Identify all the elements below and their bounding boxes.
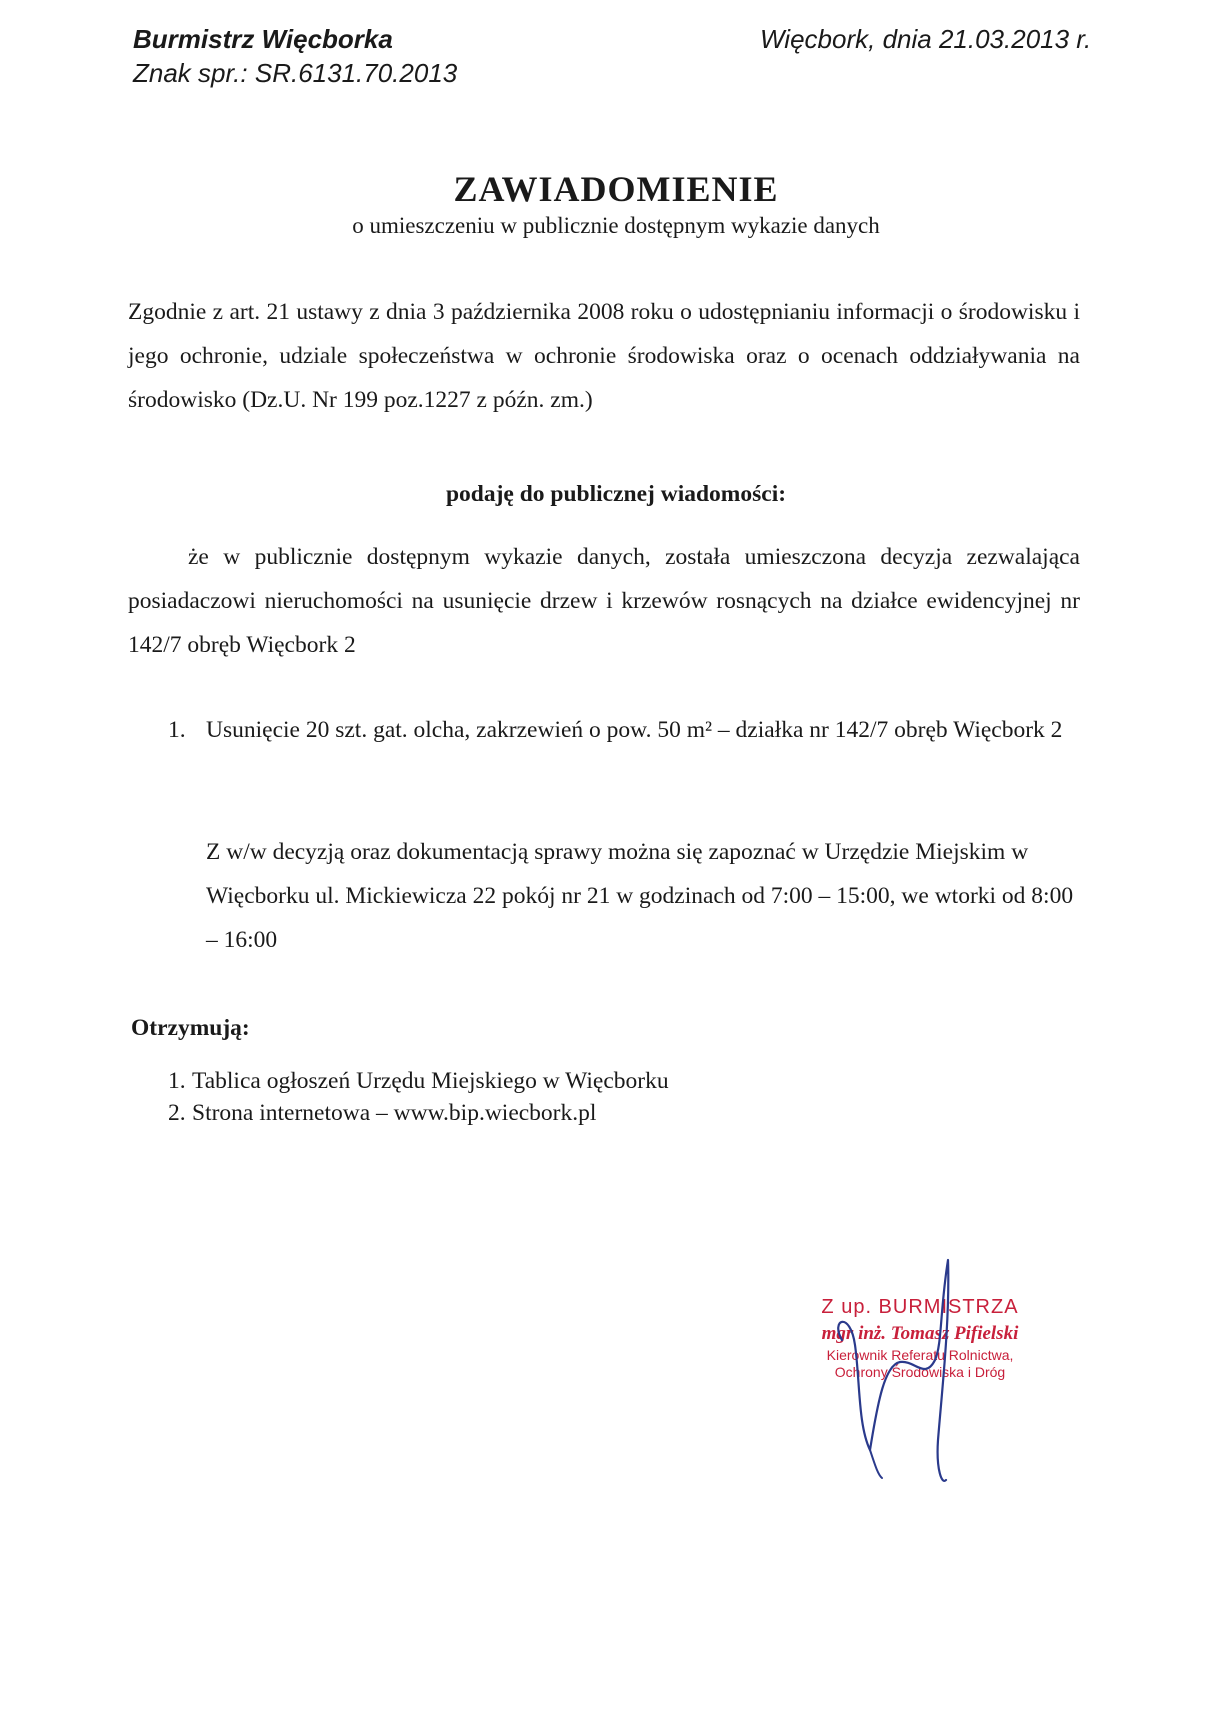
- recipient-text: Tablica ogłoszeń Urzędu Miejskiego w Więcborku: [192, 1068, 669, 1094]
- document-subtitle: o umieszczeniu w publicznie dostępnym wykazie danych: [352, 213, 880, 238]
- decision-paragraph: że w publicznie dostępnym wykazie danych, została umieszczona decyzja zezwalająca posiadaczowi nieruchomości na usunięcie drzew i krzewów rosnących na działce ewidencyjnej nr 142/7 obręb Więcbork 2: [128, 544, 1080, 658]
- recipient-number: 2.: [168, 1100, 186, 1126]
- reference-number: Znak spr.: SR.6131.70.2013: [133, 58, 458, 88]
- announcement-heading: podaję do publicznej wiadomości:: [445, 481, 787, 507]
- recipients-heading: Otrzymują:: [131, 1015, 250, 1041]
- list-item-number: 1.: [168, 717, 186, 743]
- document-date: Więcbork, dnia 21.03.2013 r.: [760, 24, 1092, 54]
- documentation-paragraph: Z w/w decyzją oraz dokumentacją sprawy można się zapoznać w Urzędzie Miejskim w Więcborku ul. Mickiewicza 22 pokój nr 21 w godzinach od 7:00 – 15:00, we wtorki od 8:00 – 16:00: [206, 839, 1074, 953]
- issuer-block: [133, 22, 457, 90]
- list-item: [168, 707, 1083, 753]
- stamp-position-line-1: Kierownik Referatu Rolnictwa,: [826, 1347, 1014, 1363]
- stamp-position-line-2: Ochrony Środowiska i Dróg: [834, 1364, 1006, 1380]
- list-item-text: Usunięcie 20 szt. gat. olcha, zakrzewień o pow. 50 m² – działka nr 142/7 obręb Więcbork 2: [206, 717, 1063, 743]
- recipient-number: 1.: [168, 1068, 186, 1094]
- legal-basis-paragraph: Zgodnie z art. 21 ustawy z dnia 3 października 2008 roku o udostępnianiu informacji o środowisku i jego ochronie, udziale społeczeństwa w ochronie środowiska oraz o ocenach oddziaływania na środowisko (Dz.U. Nr 199 poz.1227 z późn. zm.): [128, 299, 1080, 413]
- stamp-signatory-name: mgr inż. Tomasz Pifielski: [821, 1323, 1019, 1344]
- document-title: ZAWIADOMIENIE: [453, 169, 779, 209]
- stamp-authority: Z up. BURMISTRZA: [821, 1296, 1019, 1318]
- issuer-name: Burmistrz Więcborka: [133, 24, 393, 54]
- recipient-item: [168, 1097, 669, 1129]
- recipient-item: [168, 1065, 669, 1097]
- handwritten-signature: [830, 1250, 1030, 1490]
- recipient-text: Strona internetowa – www.bip.wiecbork.pl: [192, 1100, 597, 1126]
- recipients-list: [168, 1065, 669, 1129]
